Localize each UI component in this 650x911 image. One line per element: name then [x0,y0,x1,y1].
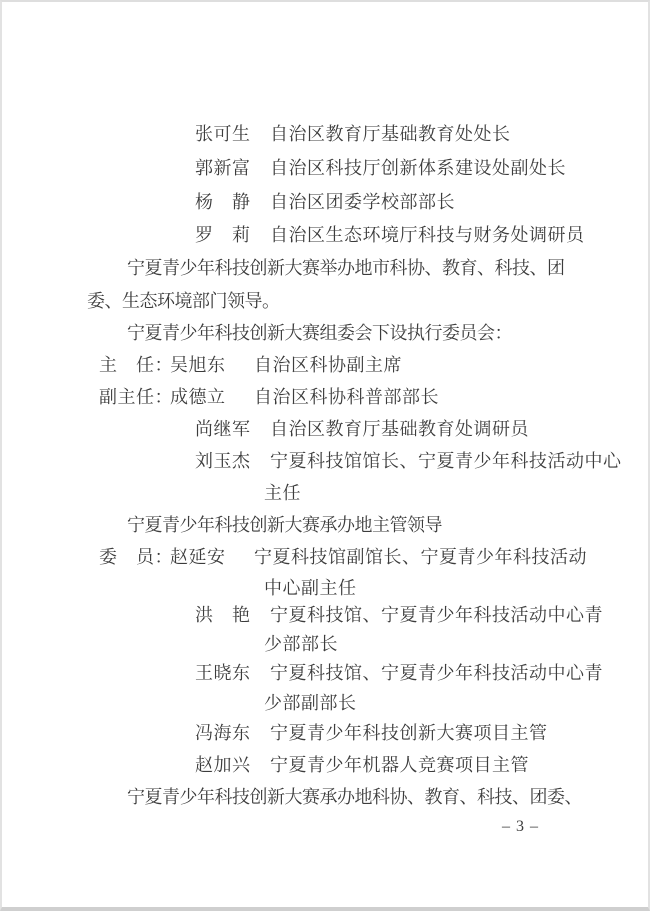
person-name: 赵延安 [170,547,226,567]
paragraph-line [2,511,648,537]
paragraph-text: 宁夏青少年科技创新大赛组委会下设执行委员会： [127,323,512,343]
person-name: 杨 静 [195,192,251,212]
title-continuation-line [2,689,648,715]
person-entry-line [2,659,648,685]
person-title: 自治区科协副主席 [254,355,402,375]
paragraph-text: 委、生态环境部门领导。 [87,291,280,311]
person-title: 自治区科技厅创新体系建设处副处长 [270,158,566,178]
person-title: 自治区科协科普部部长 [254,387,439,407]
person-entry-line [2,120,648,146]
person-entry-line [2,188,648,214]
person-title: 宁夏青少年科技创新大赛项目主管 [270,723,548,743]
paragraph-text: 宁夏青少年科技创新大赛举办地市科协、教育、科技、团 [127,258,565,278]
person-title: 宁夏科技馆馆长、宁夏青少年科技活动中心 [270,451,622,471]
person-entry-line [2,415,648,441]
page-number: – 3 – [502,818,539,835]
continuation-text: 少部副部长 [264,693,357,713]
role-entry-line [2,351,648,377]
person-entry-line [2,601,648,627]
person-name: 洪 艳 [195,605,251,625]
paragraph-line [2,319,648,345]
paragraph-line [2,287,648,313]
role-entry-line [2,383,648,409]
title-continuation-line [2,630,648,656]
paragraph-line [2,783,648,809]
person-name: 郭新富 [195,158,251,178]
person-name: 张可生 [195,124,251,144]
paragraph-text: 宁夏青少年科技创新大赛承办地科协、教育、科技、团委、 [127,787,582,807]
role-label: 委 员： [99,547,173,567]
title-continuation-line [2,479,648,505]
person-title: 自治区生态环境厅科技与财务处调研员 [270,225,585,245]
person-title: 宁夏科技馆、宁夏青少年科技活动中心青 [270,605,603,625]
person-title: 自治区团委学校部部长 [270,192,455,212]
role-label: 副主任： [99,387,173,407]
person-name: 尚继军 [195,419,251,439]
title-continuation-line [2,574,648,600]
paragraph-text: 宁夏青少年科技创新大赛承办地主管领导 [127,515,442,535]
person-title: 宁夏青少年机器人竞赛项目主管 [270,755,529,775]
person-title: 自治区教育厅基础教育处调研员 [270,419,529,439]
person-name: 吴旭东 [170,355,226,375]
role-label: 主 任： [99,355,173,375]
paragraph-line [2,254,648,280]
continuation-text: 少部部长 [264,634,338,654]
role-entry-line [2,543,648,569]
person-name: 刘玉杰 [195,451,251,471]
person-entry-line [2,719,648,745]
person-name: 成德立 [170,387,226,407]
person-name: 罗 莉 [195,225,251,245]
person-name: 王晓东 [195,663,251,683]
person-title: 宁夏科技馆、宁夏青少年科技活动中心青 [270,663,603,683]
continuation-text: 主任 [264,483,301,503]
person-entry-line [2,751,648,777]
person-name: 冯海东 [195,723,251,743]
person-title: 宁夏科技馆副馆长、宁夏青少年科技活动 [254,547,587,567]
person-title: 自治区教育厅基础教育处处长 [270,124,511,144]
person-name: 赵加兴 [195,755,251,775]
person-entry-line [2,221,648,247]
continuation-text: 中心副主任 [264,578,357,598]
person-entry-line [2,447,648,473]
person-entry-line [2,154,648,180]
